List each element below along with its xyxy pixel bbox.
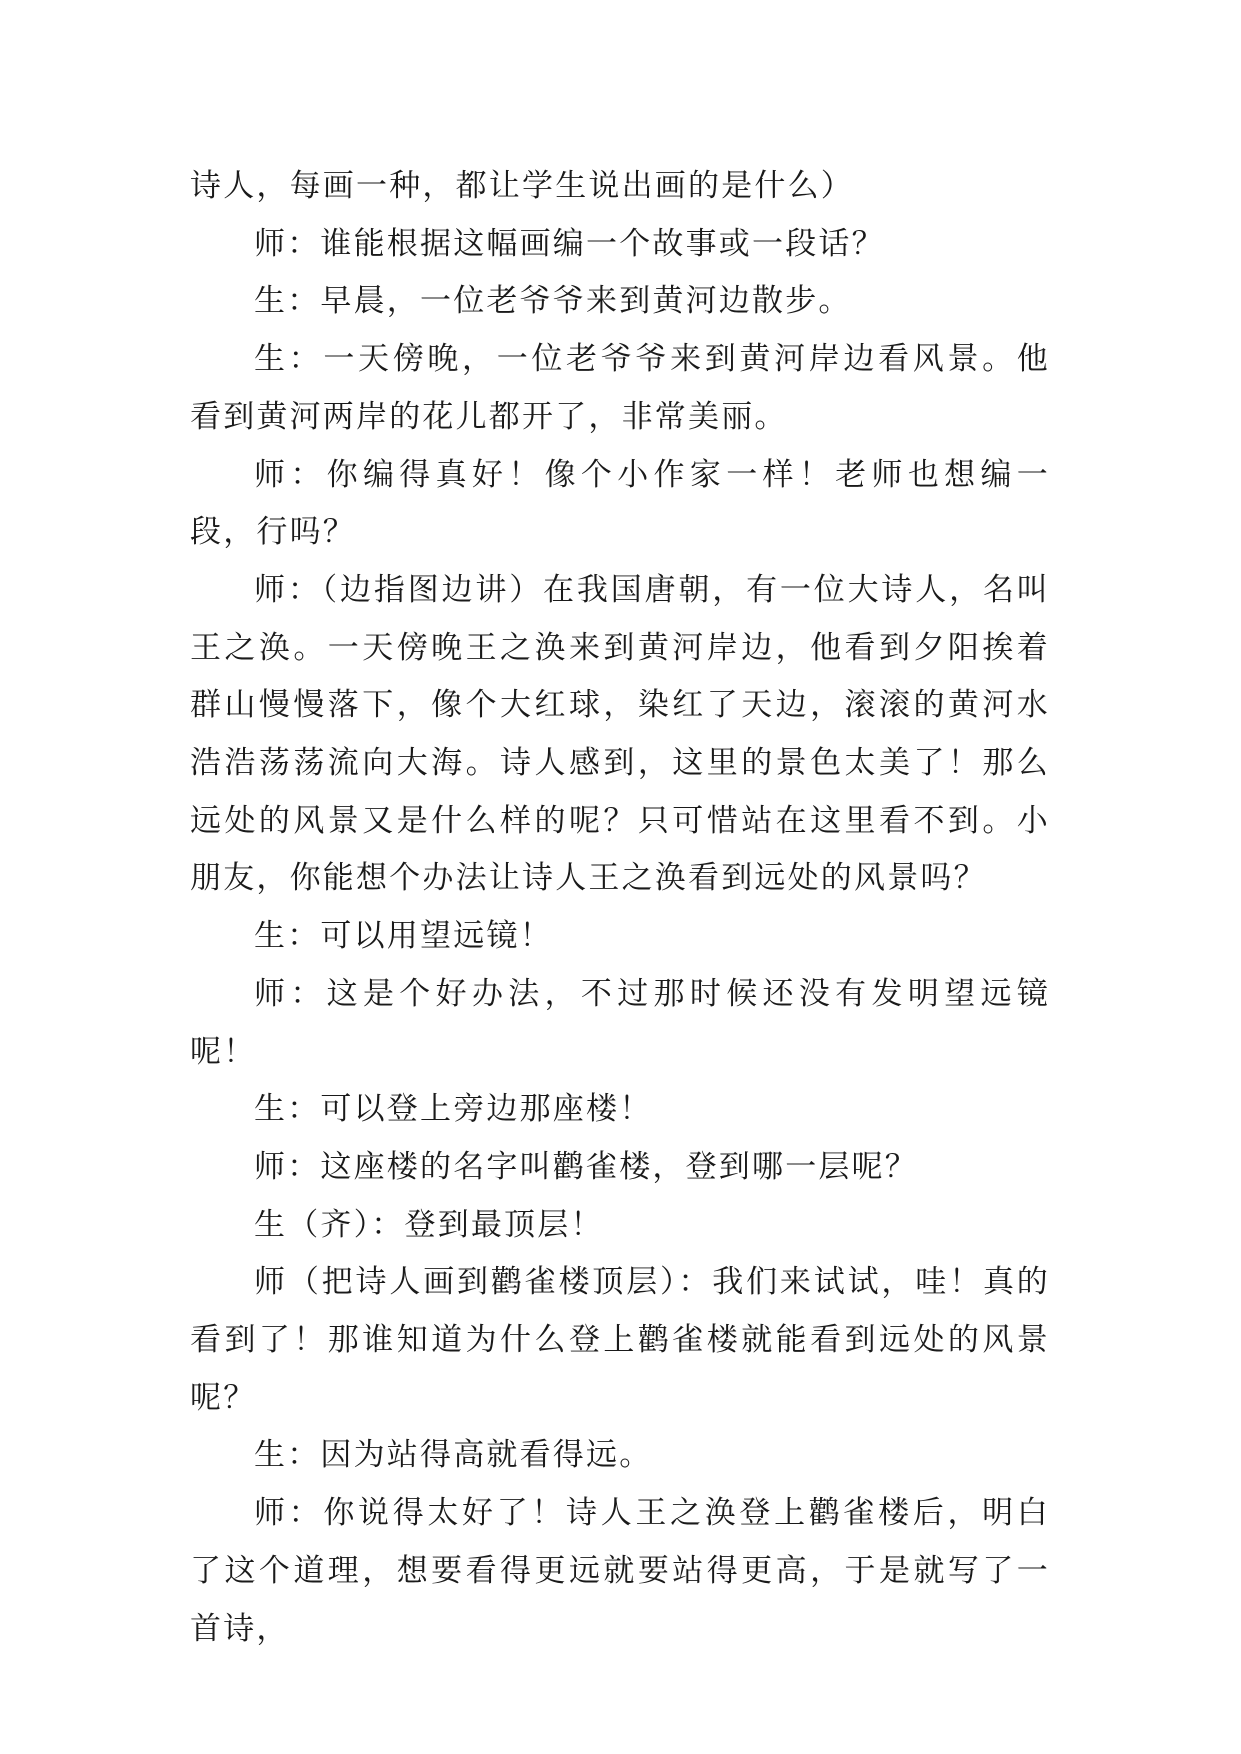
document-body (190, 158, 1050, 1658)
paragraph: 师：你说得太好了！诗人王之涣登上鹳雀楼后，明白了这个道理，想要看得更远就要站得更高，于是就写了一首诗， (190, 1495, 1050, 1647)
paragraph: 诗人，每画一种，都让学生说出画的是什么） (190, 168, 854, 204)
paragraph: 生：可以登上旁边那座楼！ (254, 1091, 653, 1128)
paragraph: 生：因为站得高就看得远。 (254, 1437, 653, 1474)
paragraph: 生（齐）：登到最顶层！ (254, 1206, 604, 1243)
paragraph: 生：早晨，一位老爷爷来到黄河边散步。 (254, 283, 852, 320)
paragraph: 生：可以用望远镜！ (254, 918, 553, 955)
paragraph: 师（把诗人画到鹳雀楼顶层）：我们来试试，哇！真的看到了！那谁知道为什么登上鹳雀楼就能看到远处的风景呢？ (190, 1264, 1050, 1416)
paragraph: 师：这座楼的名字叫鹳雀楼，登到哪一层呢？ (254, 1148, 918, 1185)
paragraph: 师：（边指图边讲）在我国唐朝，有一位大诗人，名叫王之涣。一天傍晚王之涣来到黄河岸边，他看到夕阳挨着群山慢慢落下，像个大红球，染红了天边，滚滚的黄河水浩浩荡荡流向大海。诗人感到，这里的景色太美了！那么远处的风景又是什么样的呢？只可惜站在这里看不到。小朋友，你能想个办法让诗人王之涣看到远处的风景吗？ (190, 571, 1050, 897)
paragraph: 师：这是个好办法，不过那时候还没有发明望远镜呢！ (190, 975, 1050, 1070)
paragraph: 师：你编得真好！像个小作家一样！老师也想编一段，行吗？ (190, 456, 1050, 551)
paragraph: 师：谁能根据这幅画编一个故事或一段话？ (254, 225, 885, 262)
paragraph: 生：一天傍晚，一位老爷爷来到黄河岸边看风景。他看到黄河两岸的花儿都开了，非常美丽。 (190, 341, 1050, 435)
